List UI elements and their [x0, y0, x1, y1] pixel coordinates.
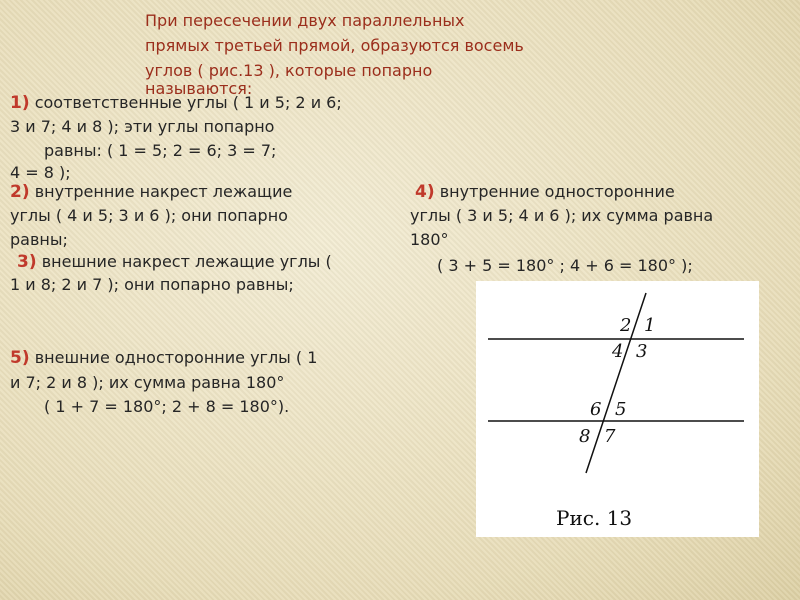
figure-13	[476, 281, 759, 537]
title-line-4: называются:	[145, 79, 253, 98]
transversal-line	[586, 293, 646, 473]
figure-13-drawing	[476, 281, 759, 537]
item-2-line-1	[10, 180, 292, 204]
item-1-line-2: 3 и 7; 4 и 8 ); эти углы попарно	[10, 117, 275, 136]
angle-label-8: 8	[579, 426, 591, 447]
item-4-line-2: углы ( 3 и 5; 4 и 6 ); их сумма равна	[410, 206, 714, 225]
item-4-number: 4)	[415, 182, 435, 202]
item-5-number: 5)	[10, 348, 30, 368]
item-1-line-3: равны: ( 1 = 5; 2 = 6; 3 = 7;	[44, 141, 277, 160]
title-line-3: углов ( рис.13 ), которые попарно	[145, 61, 433, 80]
angle-label-1: 1	[644, 315, 656, 336]
angle-label-4: 4	[612, 341, 624, 362]
angle-label-2: 2	[620, 315, 632, 336]
angle-label-5: 5	[615, 399, 627, 420]
item-2-text-1: внутренние накрест лежащие	[34, 182, 293, 201]
item-4-line-3: 180°	[410, 230, 449, 249]
title-line-1: При пересечении двух параллельных	[145, 11, 465, 30]
title-line-2: прямых третьей прямой, образуются восемь	[145, 36, 524, 55]
item-1-text-1: соответственные углы ( 1 и 5; 2 и 6;	[34, 93, 342, 112]
item-5-line-2: и 7; 2 и 8 ); их сумма равна 180°	[10, 373, 285, 392]
item-4-line-4: ( 3 + 5 = 180° ; 4 + 6 = 180° );	[437, 256, 693, 275]
item-2-line-2: углы ( 4 и 5; 3 и 6 ); они попарно	[10, 206, 288, 225]
item-3-line-2: 1 и 8; 2 и 7 ); они попарно равны;	[10, 275, 294, 294]
item-4-text-1: внутренние односторонние	[439, 182, 675, 201]
item-3-text-1: внешние накрест лежащие углы (	[41, 252, 332, 271]
item-4-line-1	[415, 180, 675, 204]
item-5-line-1	[10, 346, 317, 370]
item-5-line-3: ( 1 + 7 = 180°; 2 + 8 = 180°).	[44, 397, 290, 416]
item-2-line-3: равны;	[10, 230, 68, 249]
item-3-line-1	[17, 250, 332, 274]
figure-caption: Рис. 13	[556, 506, 633, 530]
item-1-line-1	[10, 91, 342, 115]
item-5-text-1: внешние односторонние углы ( 1	[34, 348, 318, 367]
angle-label-3: 3	[636, 341, 648, 362]
angle-label-6: 6	[590, 399, 602, 420]
item-2-number: 2)	[10, 182, 30, 202]
item-1-number: 1)	[10, 93, 30, 113]
angle-label-7: 7	[604, 426, 616, 447]
item-1-line-4: 4 = 8 );	[10, 163, 71, 182]
item-3-number: 3)	[17, 252, 37, 272]
